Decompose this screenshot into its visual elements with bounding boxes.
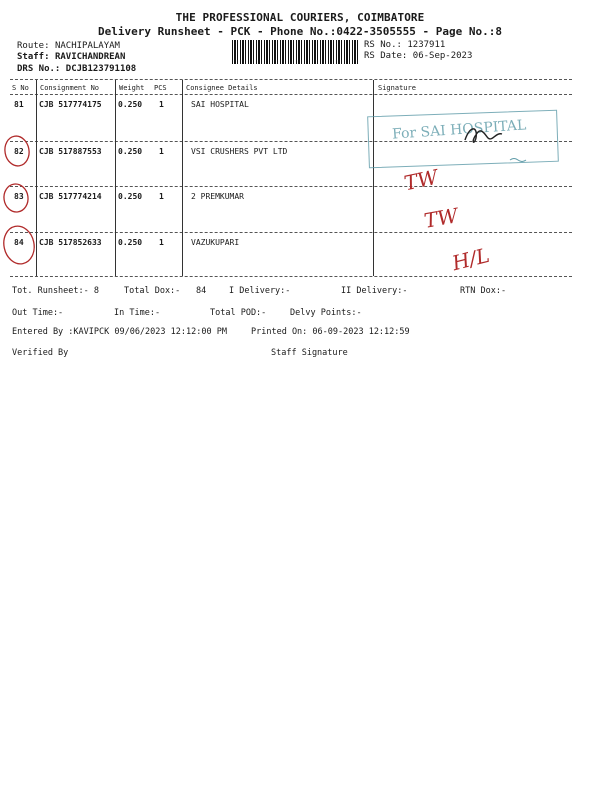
header-weight: Weight [119,84,145,92]
cell-consignee: VSI CRUSHERS PVT LTD [191,147,288,156]
rs-no-label: RS No.: [364,40,402,50]
header-consignment-no: Consignment No [40,84,100,92]
cell-consignee: SAI HOSPITAL [191,100,249,109]
rs-date-label: RS Date: [364,51,408,61]
header-signature: Signature [378,84,416,92]
total-runsheet: Tot. Runsheet:- 8 [12,286,99,296]
cell-weight: 0.250 [118,147,143,156]
drs-value: DCJB123791108 [65,64,137,74]
cell-consignment-no: CJB 517887553 [39,147,102,156]
ii-delivery: II Delivery:- [341,286,408,296]
cell-pcs: 1 [159,100,164,109]
document-subtitle: Delivery Runsheet - PCK - Phone No.:0422-3505555 - Page No.:8 [98,25,502,38]
cell-sno: 84 [14,238,24,247]
document-title: THE PROFESSIONAL COURIERS, COIMBATORE [175,11,425,24]
row-circle-mark [2,182,30,213]
header-sno: S No [12,84,29,92]
signature-scribble [465,129,502,142]
cell-consignment-no: CJB 517852633 [39,238,102,247]
cell-weight: 0.250 [118,192,143,201]
verified-by: Verified By [12,348,69,358]
total-dox-label: Total Dox:- [124,286,181,296]
rs-date-value: 06-Sep-2023 [412,51,473,61]
route-value: NACHIPALAYAM [54,41,120,51]
cell-sno: 82 [14,147,24,156]
entered-by: Entered By :KAVIPCK 09/06/2023 12:12:00 PM [12,327,227,337]
handwritten-signature: TW [401,164,441,196]
cell-pcs: 1 [159,238,164,247]
staff-signature: Staff Signature [271,348,348,358]
route-label: Route: [17,41,50,51]
cell-consignment-no: CJB 517774175 [39,100,102,109]
cell-weight: 0.250 [118,238,143,247]
delvy-points: Delvy Points:- [290,308,362,318]
cell-consignment-no: CJB 517774214 [39,192,102,201]
staff-label: Staff: [17,52,50,62]
i-delivery: I Delivery:- [229,286,291,296]
handwritten-signature: TW [422,203,460,233]
out-time: Out Time:- [12,308,64,318]
header-consignee-details: Consignee Details [186,84,258,92]
cell-pcs: 1 [159,147,164,156]
cell-consignee: VAZUKUPARI [191,238,240,247]
header-pcs: PCS [154,84,167,92]
row-circle-mark [0,223,37,266]
row-circle-mark [3,134,32,168]
total-dox-value: 84 [196,286,207,296]
stamp-mark [510,159,526,162]
handwritten-signature: H/L [449,242,492,276]
staff-value: RAVICHANDREAN [54,52,126,62]
cell-weight: 0.250 [118,100,143,109]
cell-consignee: 2 PREMKUMAR [191,192,244,201]
cell-sno: 81 [14,100,24,109]
rs-no-value: 1237911 [407,40,446,50]
printed-on: Printed On: 06-09-2023 12:12:59 [251,327,410,337]
drs-label: DRS No.: [17,64,61,74]
rtn-dox: RTN Dox:- [460,286,507,296]
cell-pcs: 1 [159,192,164,201]
cell-sno: 83 [14,192,24,201]
stamp-text: For SAI HOSPITAL [391,117,527,143]
total-pod: Total POD:- [210,308,267,318]
in-time: In Time:- [114,308,161,318]
